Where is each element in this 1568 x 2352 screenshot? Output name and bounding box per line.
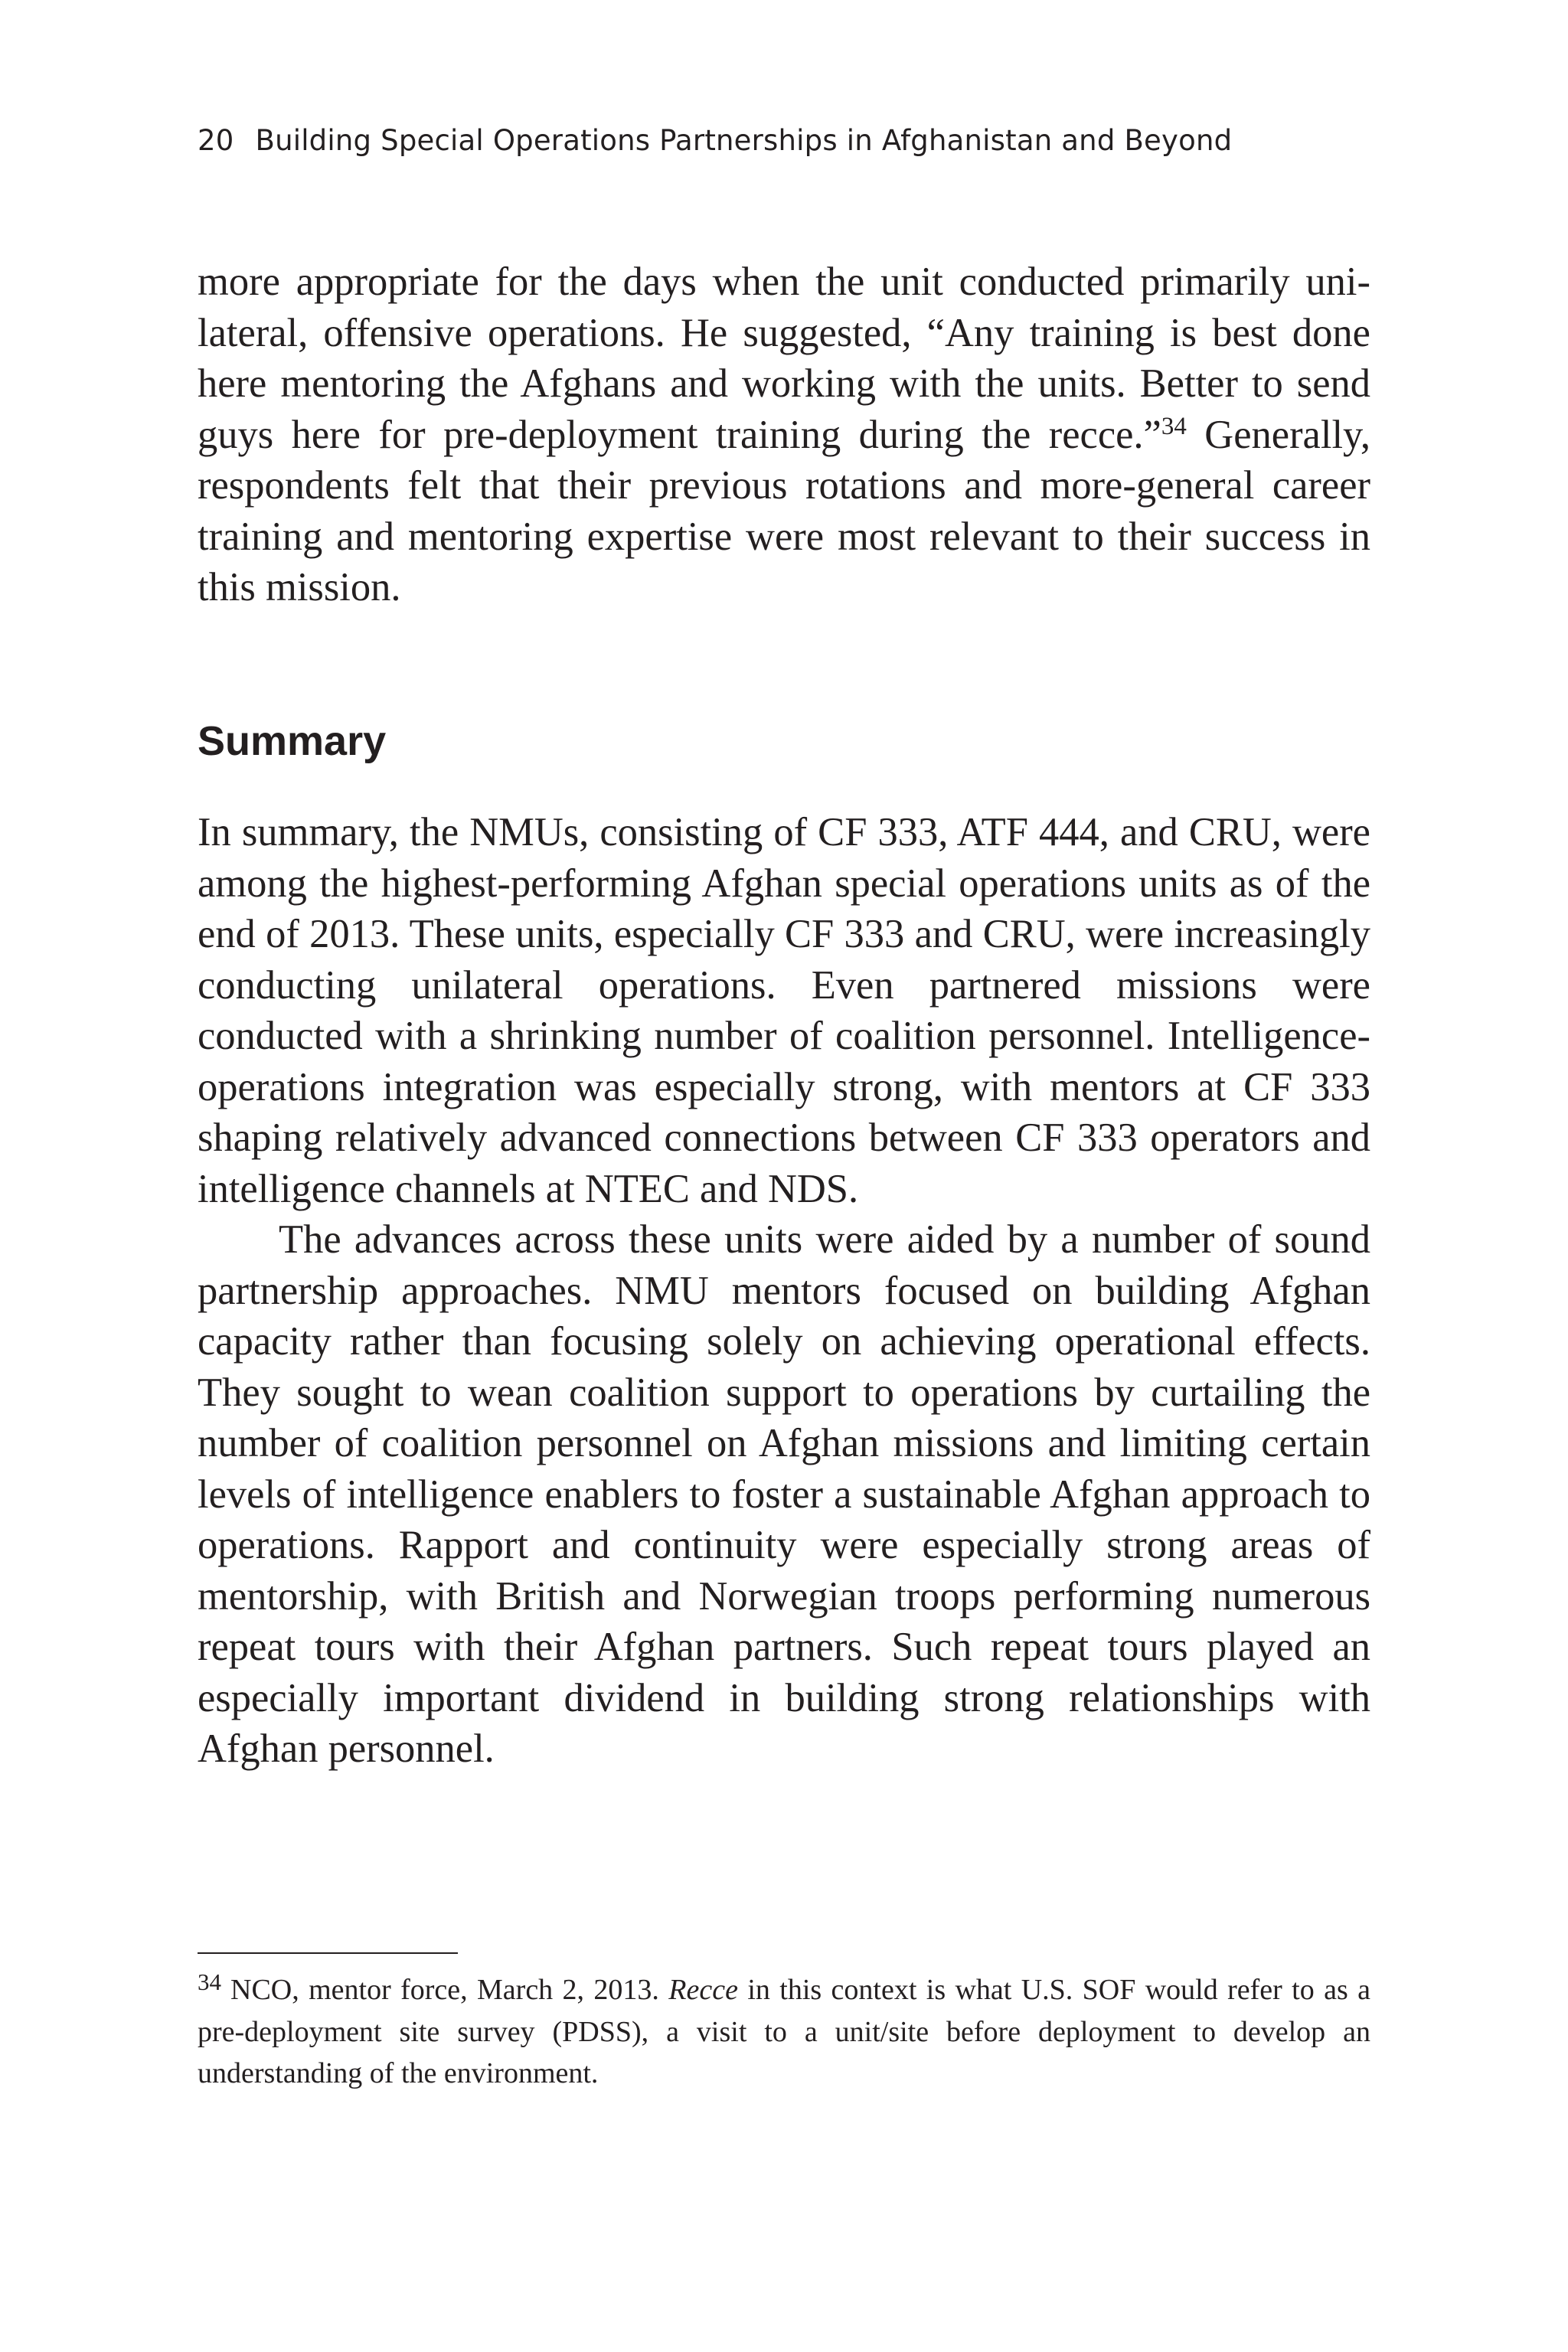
footnote-reference[interactable]: 34 xyxy=(1161,412,1187,440)
summary-paragraph-2: The advances across these units were aided by a number of sound partnership approaches. NMU mentors focused on building Afghan capacity rather than focusing solely on achieving operational effects. They sought to wean coalition support to operations by curtailing the number of coalition personnel on Afghan missions and limiting certain levels of intelligence enablers to foster a sustainable Afghan approach to operations. Rapport and continuity were especially strong areas of mentorship, with British and Norwegian troops performing numerous repeat tours with their Afghan partners. Such repeat tours played an especially important dividend in building strong relationships with Afghan personnel. xyxy=(198,1217,1370,1771)
running-head-title: Building Special Operations Partnerships in Afghanistan and Beyond xyxy=(255,124,1233,157)
footnote-number: 34 xyxy=(198,1968,221,1996)
intro-text-block xyxy=(198,256,1370,613)
summary-paragraph-1: In summary, the NMUs, consisting of CF 333, ATF 444, and CRU, were among the highest-performing Afghan special operations units as of the end of 2013. These units, especially CF 333 and CRU, were increasingly conducting unilateral operations. Even partnered missions were conducted with a shrinking number of coalition personnel. Intelligence-operations integration was especially strong, with mentors at CF 333 shaping relatively advanced connections between CF 333 operators and intelligence channels at NTEC and NDS. xyxy=(198,810,1370,1211)
footnote xyxy=(198,1969,1370,2095)
intro-paragraph xyxy=(198,256,1370,613)
intro-text-after-ref: Generally, respondents felt that their previous rotations and more-general career training and mentoring expertise were most relevant to their success in this mission. xyxy=(198,412,1370,609)
section-heading-summary: Summary xyxy=(198,718,387,764)
running-head xyxy=(198,122,1377,159)
intro-text-before-ref: more appropriate for the days when the unit conducted primarily unilateral, offensive operations. He suggested, “Any training is best done here mentoring the Afghans and working with the units. Better to send guys here for pre-deployment training during the recce.” xyxy=(198,260,1370,457)
footnote-divider xyxy=(198,1952,458,1954)
page-number: 20 xyxy=(198,124,234,157)
summary-text-block xyxy=(198,807,1370,1775)
footnote-text-after-italic: in this context is what U.S. SOF would refer to as a pre-deployment site survey (PDSS), a visit to a unit/site before deployment to develop an understanding of the environment. xyxy=(198,1974,1370,2089)
footnote-text-before-italic: NCO, mentor force, March 2, 2013. xyxy=(230,1974,669,2006)
footnote-italic-term: Recce xyxy=(668,1974,738,2006)
